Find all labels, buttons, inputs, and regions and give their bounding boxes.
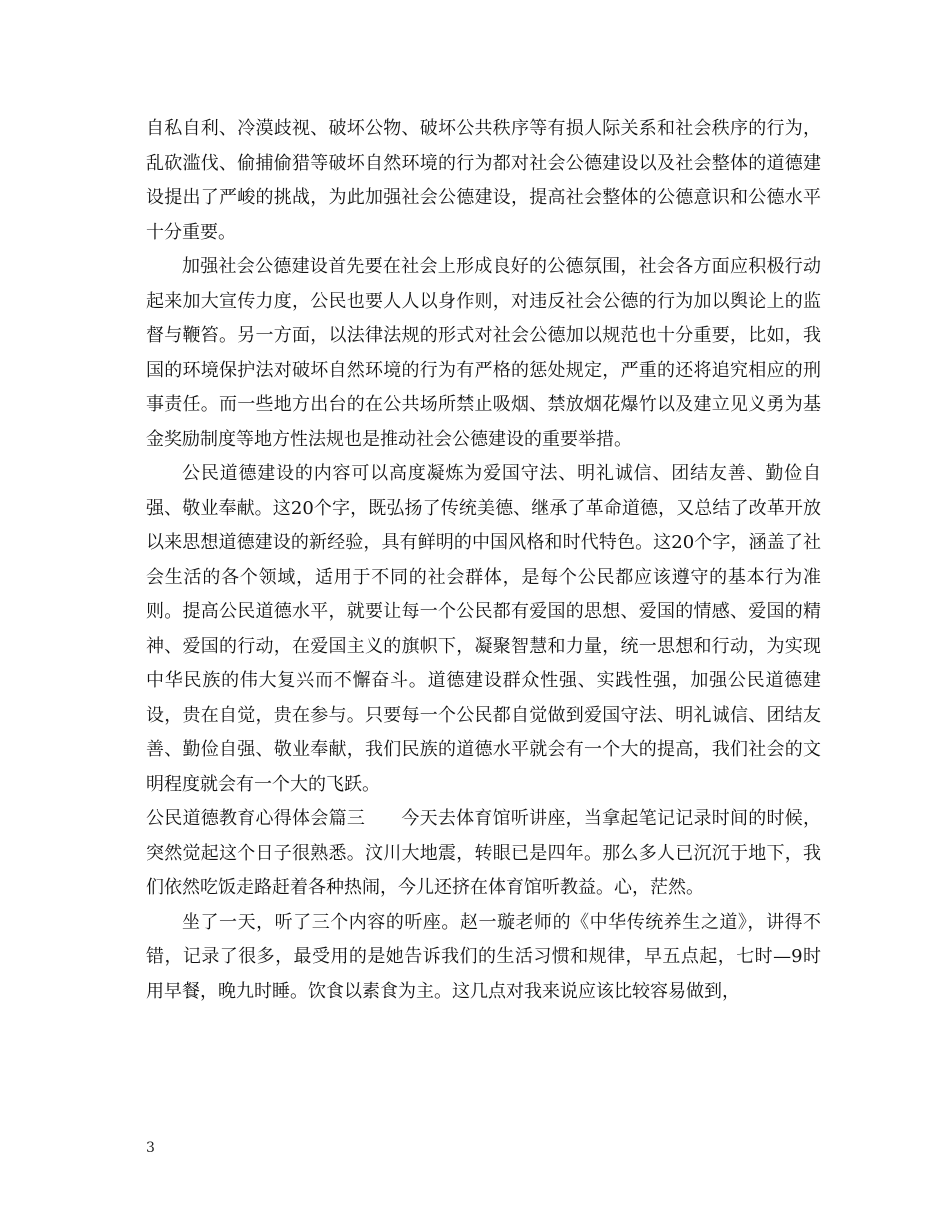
paragraph-4-text: 今天去体育馆听讲座，当拿起笔记记录时间的时候，突然觉起这个日子很熟悉。汶川大地震，转眼已是四年。那么多人已沉沉于地下，我们依然吃饭走路赶着各种热闹，今儿还挤在体育馆听教益。心，茫然。 (146, 808, 822, 898)
body-text (146, 112, 821, 1009)
paragraph-2: 加强社会公德建设首先要在社会上形成良好的公德氛围，社会各方面应积极行动起来加大宣传力度，公民也要人人以身作则，对违反社会公德的行为加以舆论上的监督与鞭笞。另一方面，以法律法规的形式对社会公德加以规范也十分重要，比如，我国的环境保护法对破坏自然环境的行为有严格的惩处规定，严重的还将追究相应的刑事责任。而一些地方出台的在公共场所禁止吸烟、禁放烟花爆竹以及建立见义勇为基金奖励制度等地方性法规也是推动社会公德建设的重要举措。 (146, 256, 821, 450)
paragraph-3: 公民道德建设的内容可以高度凝炼为爱国守法、明礼诚信、团结友善、勤俭自强、敬业奉献。这20个字，既弘扬了传统美德、继承了革命道德，又总结了改革开放以来思想道德建设的新经验，具有鲜明的中国风格和时代特色。这20个字，涵盖了社会生活的各个领域，适用于不同的社会群体，是每个公民都应该遵守的基本行为准则。提高公民道德水平，就要让每一个公民都有爱国的思想、爱国的情感、爱国的精神、爱国的行动，在爱国主义的旗帜下，凝聚智慧和力量，统一思想和行动，为实现中华民族的伟大复兴而不懈奋斗。道德建设群众性强、实践性强，加强公民道德建设，贵在自觉，贵在参与。只要每一个公民都自觉做到爱国守法、明礼诚信、团结友善、勤俭自强、敬业奉献，我们民族的道德水平就会有一个大的提高，我们社会的文明程度就会有一个大的飞跃。 (146, 463, 821, 795)
paragraph-4 (146, 802, 821, 906)
page-number: 3 (146, 1140, 155, 1156)
section-heading: 公民道德教育心得体会篇三 (146, 808, 366, 829)
paragraph-1: 自私自利、冷漠歧视、破坏公物、破坏公共秩序等有损人际关系和社会秩序的行为，乱砍滥伐、偷捕偷猎等破坏自然环境的行为都对社会公德建设以及社会整体的道德建设提出了严峻的挑战，为此加强社会公德建设，提高社会整体的公德意识和公德水平十分重要。 (146, 118, 821, 243)
paragraph-5: 坐了一天，听了三个内容的听座。赵一璇老师的《中华传统养生之道》，讲得不错，记录了很多，最受用的是她告诉我们的生活习惯和规律，早五点起，七时—9时用早餐，晚九时睡。饮食以素食为主。这几点对我来说应该比较容易做到， (146, 911, 821, 1002)
